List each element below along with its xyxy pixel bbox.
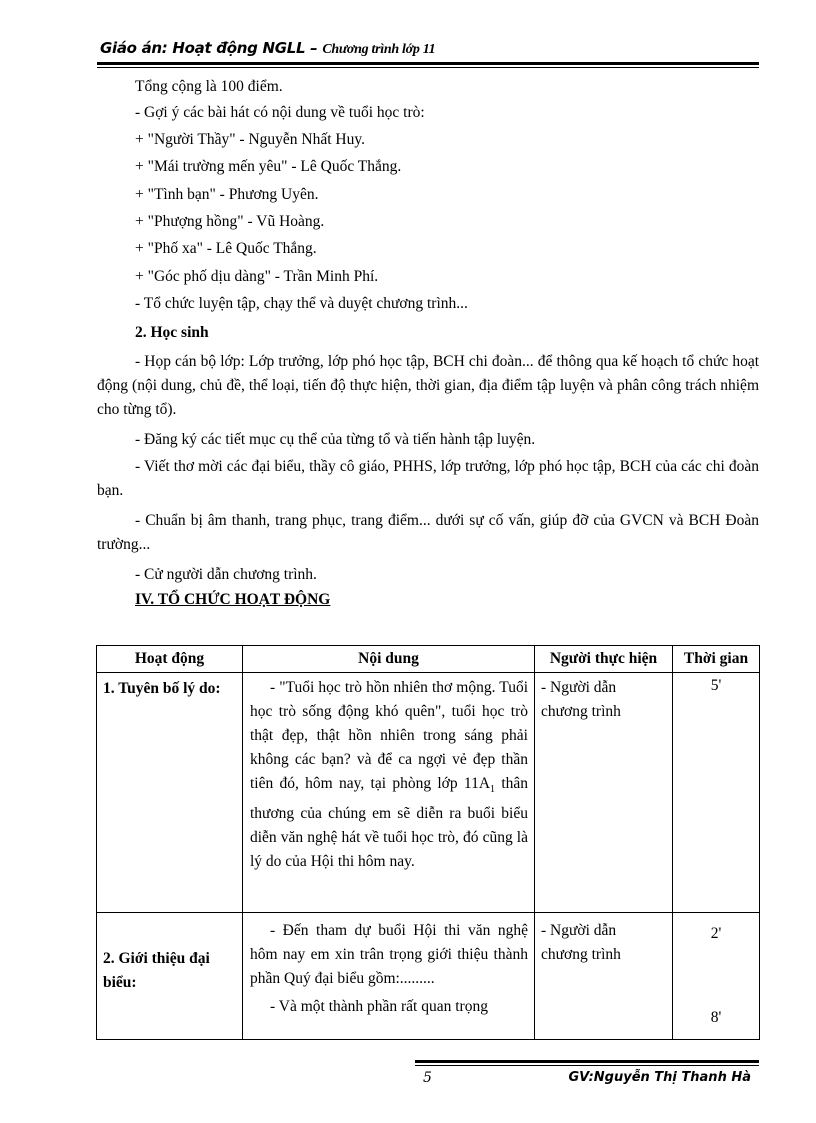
content-paragraph: - Đến tham dự buổi Hội thi văn nghệ hôm nay em xin trân trọng giới thiệu thành phần Quý đại biểu gồm:......... [250, 922, 528, 987]
paragraph: - Chuẩn bị âm thanh, trang phục, trang điểm... dưới sự cố vấn, giúp đỡ của GVCN và BCH Đoàn trường... [97, 512, 759, 553]
person-cell: - Người dẫn chương trình [535, 913, 673, 1040]
header-rule-thick [97, 62, 759, 65]
content-paragraph: - Và một thành phần rất quan trọng [270, 998, 488, 1015]
footer-rule-thin [415, 1065, 759, 1066]
section-heading: IV. TỔ CHỨC HOẠT ĐỘNG [135, 591, 331, 608]
time-cell: 5' [673, 673, 760, 913]
footer-rule-thick [415, 1060, 759, 1063]
footer-author: GV:Nguyễn Thị Thanh Hà [568, 1070, 751, 1085]
page-number: 5 [423, 1070, 432, 1086]
page-footer [415, 1060, 759, 1090]
column-header: Hoạt động [97, 646, 243, 673]
paragraph: - Đăng ký các tiết mục cụ thể của từng tổ và tiến hành tập luyện. [135, 431, 536, 448]
page-header [97, 38, 759, 62]
text-line: - Tổ chức luyện tập, chạy thể và duyệt chương trình... [135, 295, 468, 312]
text-line: - Gợi ý các bài hát có nội dung về tuổi học trò: [135, 104, 425, 121]
column-header: Thời gian [673, 646, 760, 673]
paragraph: - Cử người dẫn chương trình. [135, 566, 317, 583]
text-line: + "Mái trường mến yêu" - Lê Quốc Thắng. [135, 158, 402, 175]
text-line: + "Phố xa" - Lê Quốc Thắng. [135, 240, 317, 257]
paragraph: - Viết thơ mời các đại biểu, thầy cô giáo, PHHS, lớp trưởng, lớp phó học tập, BCH của các chi đoàn bạn. [97, 458, 759, 499]
header-rule-thin [97, 67, 759, 68]
table-row [97, 913, 760, 1040]
activity-cell: 2. Giới thiệu đại biểu: [97, 913, 243, 1040]
activity-cell: 1. Tuyên bố lý do: [97, 673, 243, 913]
person-cell: - Người dẫn chương trình [535, 673, 673, 913]
text-line: + "Tình bạn" - Phương Uyên. [135, 186, 319, 203]
text-line: Tổng cộng là 100 điểm. [135, 78, 283, 95]
text-line: + "Người Thầy" - Nguyễn Nhất Huy. [135, 131, 365, 148]
text-line: + "Góc phố dịu dàng" - Trần Minh Phí. [135, 268, 379, 285]
paragraph: - Họp cán bộ lớp: Lớp trưởng, lớp phó học tập, BCH chi đoàn... để thông qua kế hoạch tổ chức hoạt động (nội dung, chủ đề, thể loại, tiến độ thực hiện, thời gian, địa điểm tập luyện và phân công trách nhiệm cho từng tổ). [97, 353, 759, 418]
students-heading: 2. Học sinh [135, 324, 209, 341]
activity-table [96, 645, 760, 1040]
header-title: Giáo án: Hoạt động NGLL – Chương trình lớp 11 [100, 39, 436, 57]
column-header: Nội dung [243, 646, 535, 673]
table-header-row [97, 646, 760, 673]
content-cell [243, 673, 535, 913]
time-cell: 2' 8' [673, 913, 760, 1040]
text-line: + "Phượng hồng" - Vũ Hoàng. [135, 213, 325, 230]
content-paragraph: - "Tuổi học trò hồn nhiên thơ mộng. Tuổi học trò sống động khó quên", tuổi học trò thật đẹp, thật hồn nhiên trong sáng phải không các bạn? và để ca ngợi vẻ đẹp thần tiên đó, hôm nay, tại phòng lớp $11A_1$ thân thương của chúng em sẽ diễn ra buổi biểu diễn văn nghệ hát về tuổi học trò, đó cũng là lý do của Hội thi hôm nay. [250, 679, 529, 871]
column-header: Người thực hiện [535, 646, 673, 673]
content-cell [243, 913, 535, 1040]
table-row [97, 673, 760, 913]
